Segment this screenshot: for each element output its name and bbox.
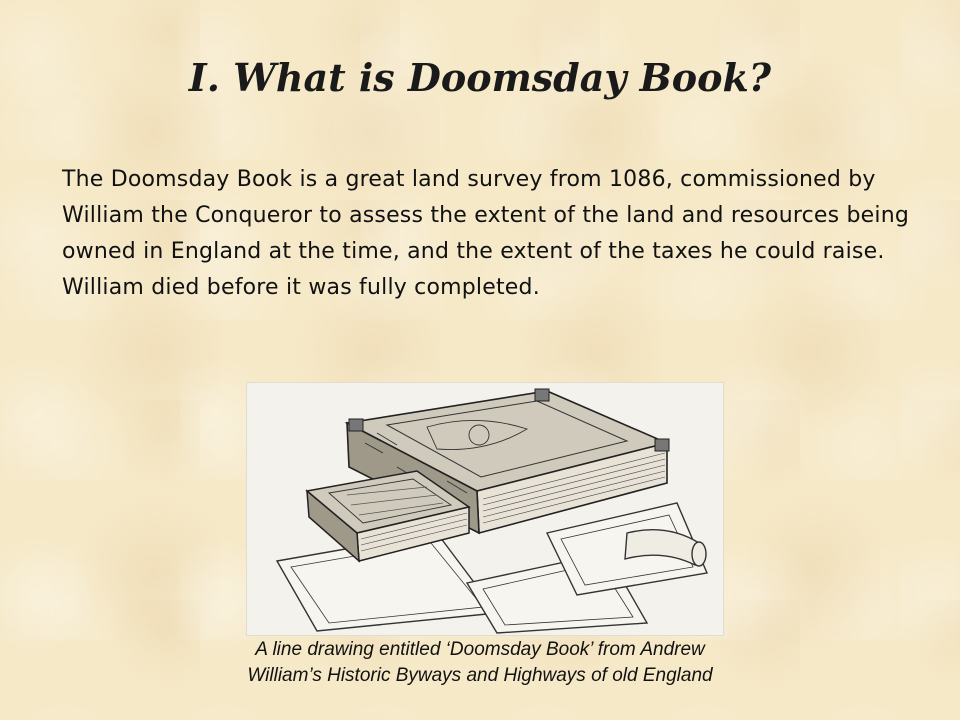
figure-caption — [0, 637, 960, 689]
caption-line-1: A line drawing entitled ‘Doomsday Book’ from Andrew — [255, 639, 705, 660]
slide-title: I. What is Doomsday Book? — [188, 55, 772, 100]
book-drawing — [247, 383, 723, 635]
body-paragraph: The Doomsday Book is a great land survey from 1086, commissioned by William the Conqueror to assess the extent of the land and resources being owned in England at the time, and the extent of the taxes he could raise. William died before it was fully completed. — [62, 167, 910, 300]
doomsday-book-illustration — [246, 382, 724, 636]
caption-line-2: William’s Historic Byways and Highways of old England — [247, 665, 713, 686]
